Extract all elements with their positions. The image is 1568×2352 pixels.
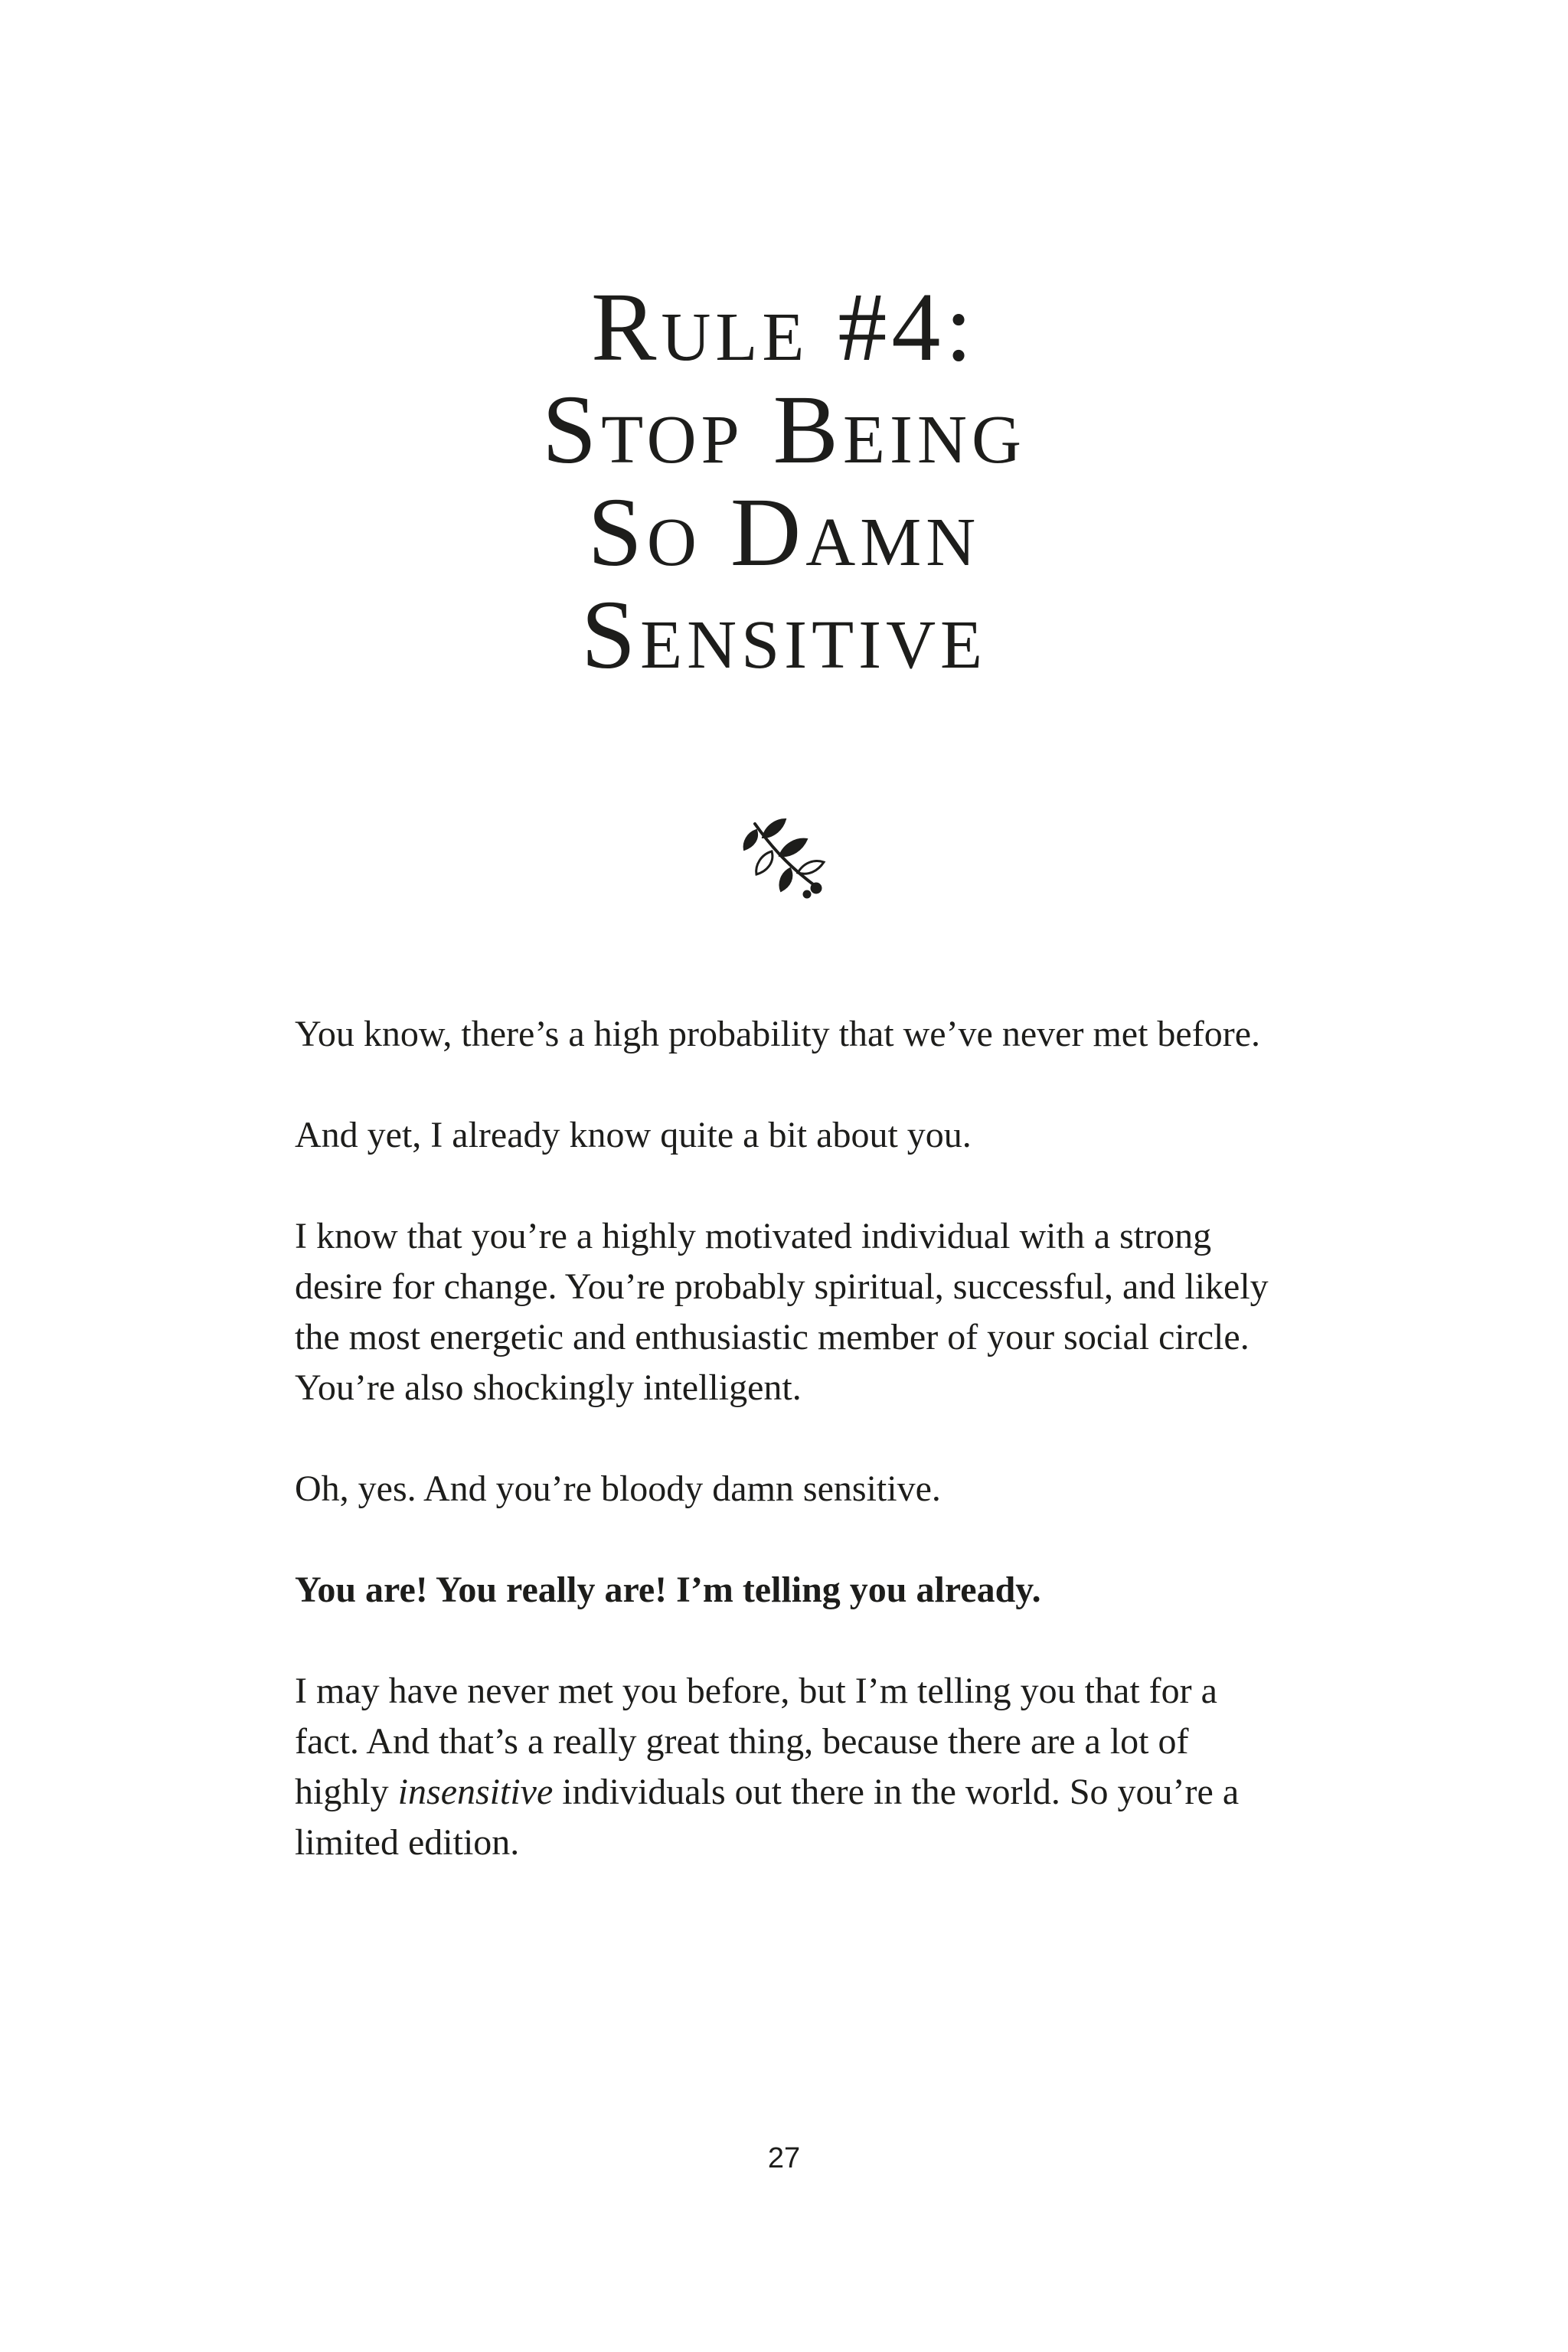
chapter-title-line-4: Sensitive bbox=[580, 580, 988, 689]
paragraph-1: You know, there’s a high probability that we’ve never met before. bbox=[295, 1014, 1261, 1054]
paragraph-2: And yet, I already know quite a bit about you. bbox=[295, 1115, 972, 1155]
paragraph-5-bold: You are! You really are! I’m telling you already. bbox=[295, 1570, 1041, 1610]
paragraph-4: Oh, yes. And you’re bloody damn sensitive. bbox=[295, 1468, 941, 1509]
body-text bbox=[295, 1009, 1282, 1919]
chapter-title-line-3: So Damn bbox=[587, 478, 981, 586]
paragraph-6-emphasis: insensitive bbox=[397, 1772, 554, 1812]
paragraph-6 bbox=[295, 1666, 1282, 1868]
chapter-title bbox=[0, 273, 1568, 689]
leaf-sprig-icon bbox=[740, 815, 828, 899]
chapter-title-line-1: Rule #4: bbox=[591, 273, 977, 381]
paragraph-6-after: individuals out there in the world. So you’re a limited edition. bbox=[295, 1772, 1240, 1863]
paragraph-3: I know that you’re a highly motivated individual with a strong desire for change. You’re probably spiritual, successful, and likely the most energetic and enthusiastic member of your social circle. You’re also shockingly intelligent. bbox=[295, 1216, 1269, 1408]
chapter-title-line-2: Stop Being bbox=[542, 375, 1026, 484]
paragraph-6-before: I may have never met you before, but I’m telling you that for a fact. And that’s a really great thing, because there are a lot of highly bbox=[295, 1671, 1217, 1812]
page-number: 27 bbox=[767, 2142, 801, 2174]
